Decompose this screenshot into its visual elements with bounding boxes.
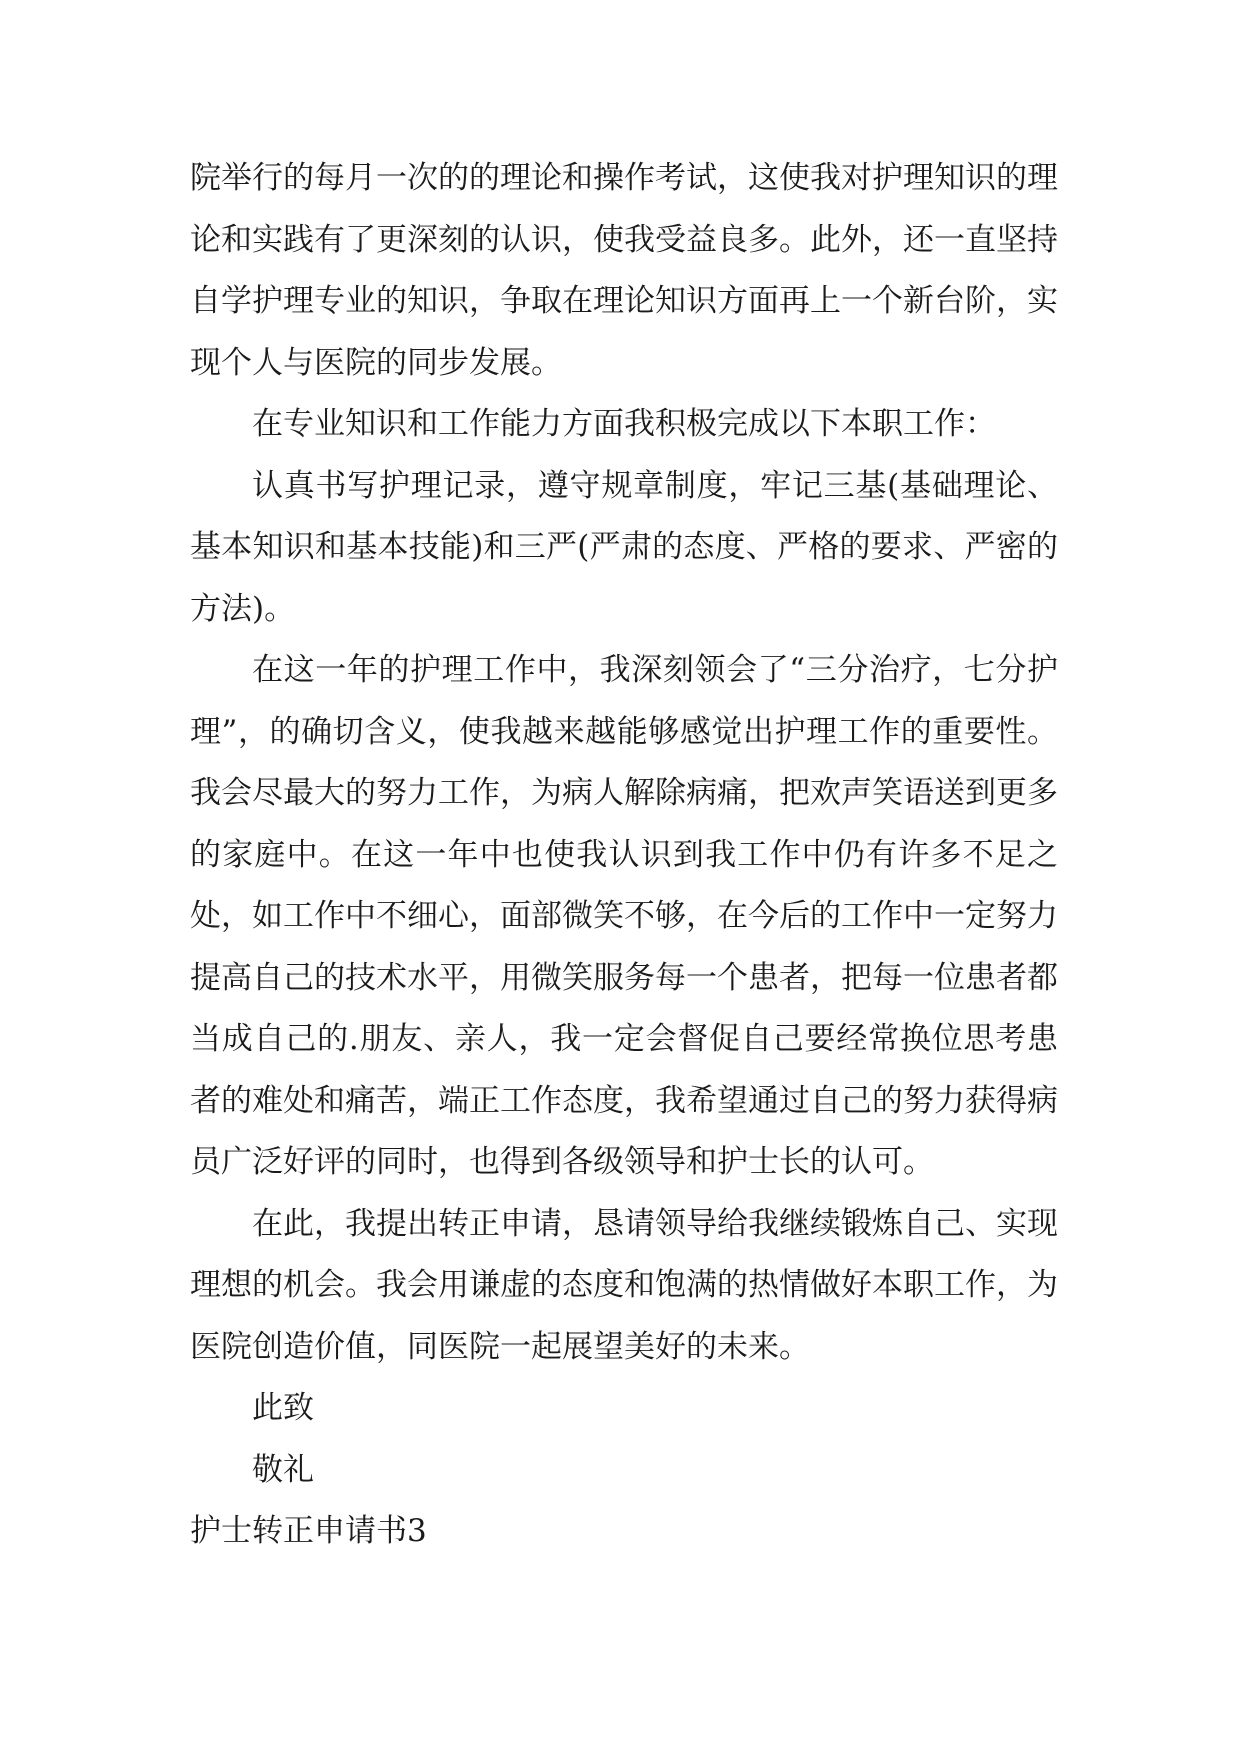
closing-salutation: 此致 (252, 1390, 314, 1426)
paragraph-nursing-records: 认真书写护理记录，遵守规章制度，牢记三基(基础理论、基本知识和基本技能)和三严(严肃的态度、严格的要求、严密的方法)。 (190, 467, 1058, 627)
document-page (190, 148, 1058, 1563)
paragraph-year-reflection: 在这一年的护理工作中，我深刻领会了“三分治疗，七分护理”，的确切含义，使我越来越能够感觉出护理工作的重要性。我会尽最大的努力工作，为病人解除病痛，把欢声笑语送到更多的家庭中。在这一年中也使我认识到我工作中仍有许多不足之处，如工作中不细心，面部微笑不够，在今后的工作中一定努力提高自己的技术水平，用微笑服务每一个患者，把每一位患者都当成自己的.朋友、亲人，我一定会督促自己要经常换位思考患者的难处和痛苦，端正工作态度，我希望通过自己的努力获得病员广泛好评的同时，也得到各级领导和护士长的认可。 (190, 652, 1058, 1180)
closing-regards: 敬礼 (252, 1451, 314, 1488)
next-section-title: 护士转正申请书3 (190, 1513, 427, 1549)
paragraph-continuation: 院举行的每月一次的的理论和操作考试，这使我对护理知识的理论和实践有了更深刻的认识，使我受益良多。此外，还一直坚持自学护理专业的知识，争取在理论知识方面再上一个新台阶，实现个人与医院的同步发展。 (190, 160, 1058, 381)
paragraph-work-intro: 在专业知识和工作能力方面我积极完成以下本职工作： (252, 406, 996, 442)
paragraph-application-request: 在此，我提出转正申请，恳请领导给我继续锻炼自己、实现理想的机会。我会用谦虚的态度和饱满的热情做好本职工作，为医院创造价值，同医院一起展望美好的未来。 (190, 1205, 1058, 1365)
